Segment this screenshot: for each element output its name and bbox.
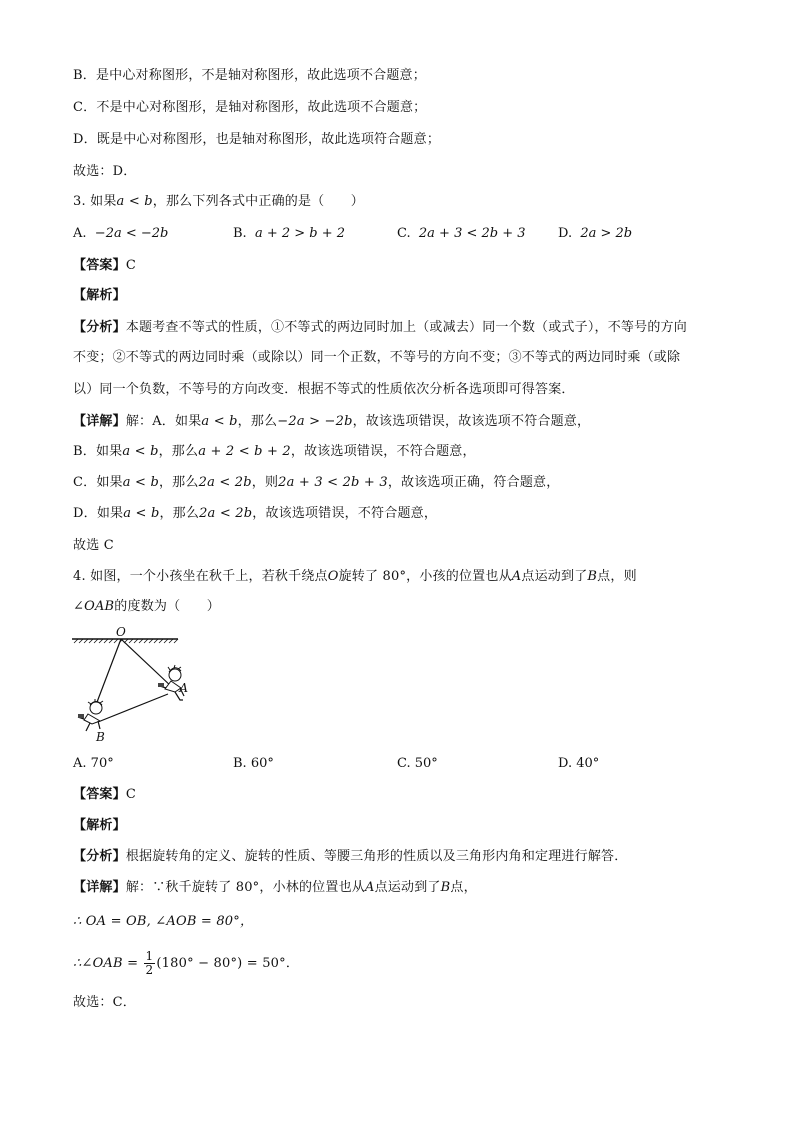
q3-option-d: D. 2a > 2b <box>558 226 633 241</box>
q3-choose: 故选 C <box>73 538 114 553</box>
q4-option-d: D. 40° <box>558 756 600 771</box>
rope-oa <box>121 639 173 688</box>
solution-line-d: D．既是中心对称图形，也是轴对称图形，故此选项符合题意； <box>73 132 441 147</box>
label-a: A <box>179 681 188 695</box>
label-b: B <box>96 730 105 744</box>
q3-stem: 3. 如果a < b，那么下列各式中正确的是（ ） <box>73 194 364 209</box>
q3-option-b: B. a + 2 > b + 2 <box>233 226 346 241</box>
q4-option-c: C. 50° <box>397 756 438 771</box>
segment-ab <box>98 694 168 722</box>
q3-analysis-tag: 【解析】 <box>73 288 126 303</box>
q3-detail-c: C．如果a < b，那么2a < 2b，则2a + 3 < 2b + 3，故该选项正确，符合题意， <box>73 475 560 490</box>
child-b <box>78 699 103 731</box>
label-o: O <box>116 625 126 639</box>
q4-choose: 故选：C． <box>73 995 136 1010</box>
solution-line-c: C．不是中心对称图形，是轴对称图形，故此选项不合题意； <box>73 100 427 115</box>
q4-option-b: B. 60° <box>233 756 274 771</box>
q3-fenxi-1: 【分析】本题考查不等式的性质，①不等式的两边同时加上（或减去）同一个数（或式子），不等号的方向 <box>73 320 687 335</box>
q4-fenxi: 【分析】根据旋转角的定义、旋转的性质、等腰三角形的性质以及三角形内角和定理进行解答． <box>73 849 628 864</box>
fraction-one-half: $\frac{1}{2}$ <box>145 949 154 977</box>
q3-answer: 【答案】C <box>73 258 136 273</box>
swing-figure <box>70 624 190 746</box>
choose-d: 故选：D． <box>73 164 137 179</box>
q3-detail-a: 【详解】解：A．如果a < b，那么−2a > −2b，故该选项错误，故该选项不符合题意， <box>73 414 591 429</box>
q3-detail-b: B．如果a < b，那么a + 2 < b + 2，故该选项错误，不符合题意， <box>73 444 476 459</box>
q3-detail-d: D．如果a < b，那么2a < 2b，故该选项错误，不符合题意， <box>73 506 438 521</box>
q4-stem-1: 4. 如图，一个小孩坐在秋千上，若秋千绕点O旋转了 80°，小孩的位置也从A点运动到了B点，则 <box>73 569 637 584</box>
q3-option-c: C. 2a + 3 < 2b + 3 <box>397 226 526 241</box>
q3-option-a: A. −2a < −2b <box>73 226 169 241</box>
solution-line-b: B．是中心对称图形，不是轴对称图形，故此选项不合题意； <box>73 68 426 83</box>
q4-option-a: A. 70° <box>73 756 114 771</box>
q4-detail: 【详解】解：∵秋千旋转了 80°，小林的位置也从A点运动到了B点， <box>73 880 477 895</box>
rope-ob <box>94 639 121 710</box>
q4-answer: 【答案】C <box>73 787 136 802</box>
q4-stem-2: ∠OAB的度数为（ ） <box>73 599 220 614</box>
q4-step2: ∴∠OAB = $\frac{1}{2}$ (180° − 80°) = 50°． <box>73 949 300 977</box>
q4-analysis-tag: 【解析】 <box>73 818 126 833</box>
q4-step1: ∴ OA = OB, ∠AOB = 80°， <box>73 914 254 929</box>
q3-fenxi-3: 以）同一个负数，不等号的方向改变．根据不等式的性质依次分析各选项即可得答案． <box>73 382 575 397</box>
q3-fenxi-2: 不变；②不等式的两边同时乘（或除以）同一个正数，不等号的方向不变；③不等式的两边同时乘（或除 <box>73 350 681 365</box>
